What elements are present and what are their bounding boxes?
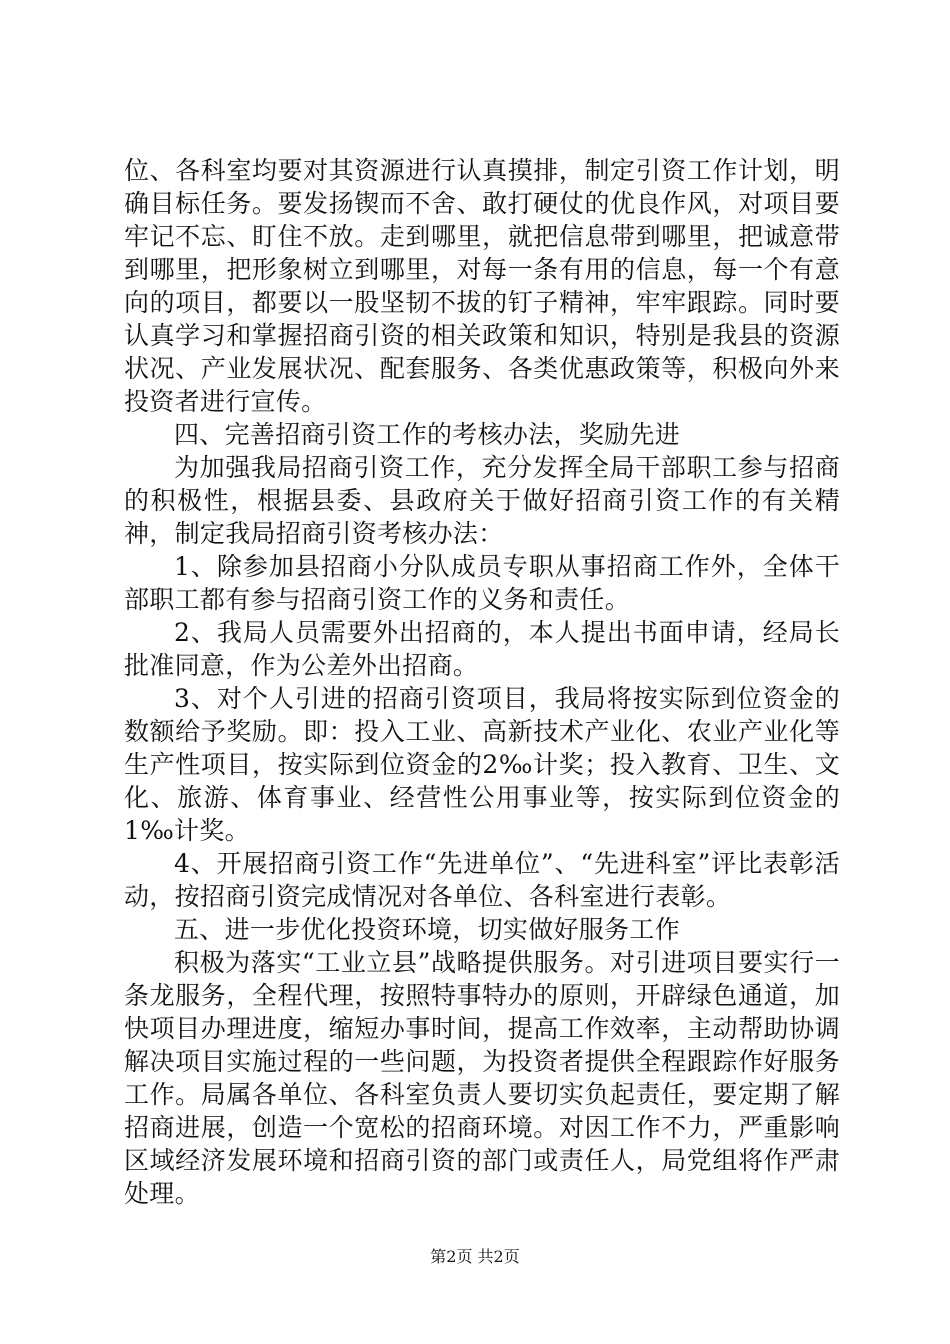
document-body <box>124 154 840 1210</box>
list-item-2: 2、我局人员需要外出招商的，本人提出书面申请，经局长批准同意，作为公差外出招商。 <box>124 618 840 680</box>
list-item-3: 3、对个人引进的招商引资项目，我局将按实际到位资金的数额给予奖励。即：投入工业、高新技术产业化、农业产业化等生产性项目，按实际到位资金的2‰计奖；投入教育、卫生、文化、旅游、体育事业、经营性公用事业等，按实际到位资金的1‰计奖。 <box>124 684 840 845</box>
section-heading-5: 五、进一步优化投资环境，切实做好服务工作 <box>174 915 681 944</box>
paragraph-intro: 为加强我局招商引资工作，充分发挥全局干部职工参与招商的积极性，根据县委、县政府关于做好招商引资工作的有关精神，制定我局招商引资考核办法： <box>124 453 840 548</box>
list-item-4: 4、开展招商引资工作“先进单位”、“先进科室”评比表彰活动，按招商引资完成情况对各单位、各科室进行表彰。 <box>124 849 840 911</box>
list-item-1: 1、除参加县招商小分队成员专职从事招商工作外，全体干部职工都有参与招商引资工作的义务和责任。 <box>124 552 840 614</box>
paragraph-service: 积极为落实“工业立县”战略提供服务。对引进项目要实行一条龙服务，全程代理，按照特事特办的原则，开辟绿色通道，加快项目办理进度，缩短办事时间，提高工作效率，主动帮助协调解决项目实施过程的一些问题，为投资者提供全程跟踪作好服务工作。局属各单位、各科室负责人要切实负起责任，要定期了解招商进展，创造一个宽松的招商环境。对因工作不力，严重影响区域经济发展环境和招商引资的部门或责任人，局党组将作严肃处理。 <box>124 948 840 1208</box>
page-number-footer: 第2页 共2页 <box>430 1247 520 1266</box>
paragraph-1: 位、各科室均要对其资源进行认真摸排，制定引资工作计划，明确目标任务。要发扬锲而不舍、敢打硬仗的优良作风，对项目要牢记不忘、盯住不放。走到哪里，就把信息带到哪里，把诚意带到哪里，把形象树立到哪里，对每一条有用的信息，每一个有意向的项目，都要以一股坚韧不拔的钉子精神，牢牢跟踪。同时要认真学习和掌握招商引资的相关政策和知识，特别是我县的资源状况、产业发展状况、配套服务、各类优惠政策等，积极向外来投资者进行宣传。 <box>124 156 840 416</box>
section-heading-4: 四、完善招商引资工作的考核办法，奖励先进 <box>174 420 681 449</box>
